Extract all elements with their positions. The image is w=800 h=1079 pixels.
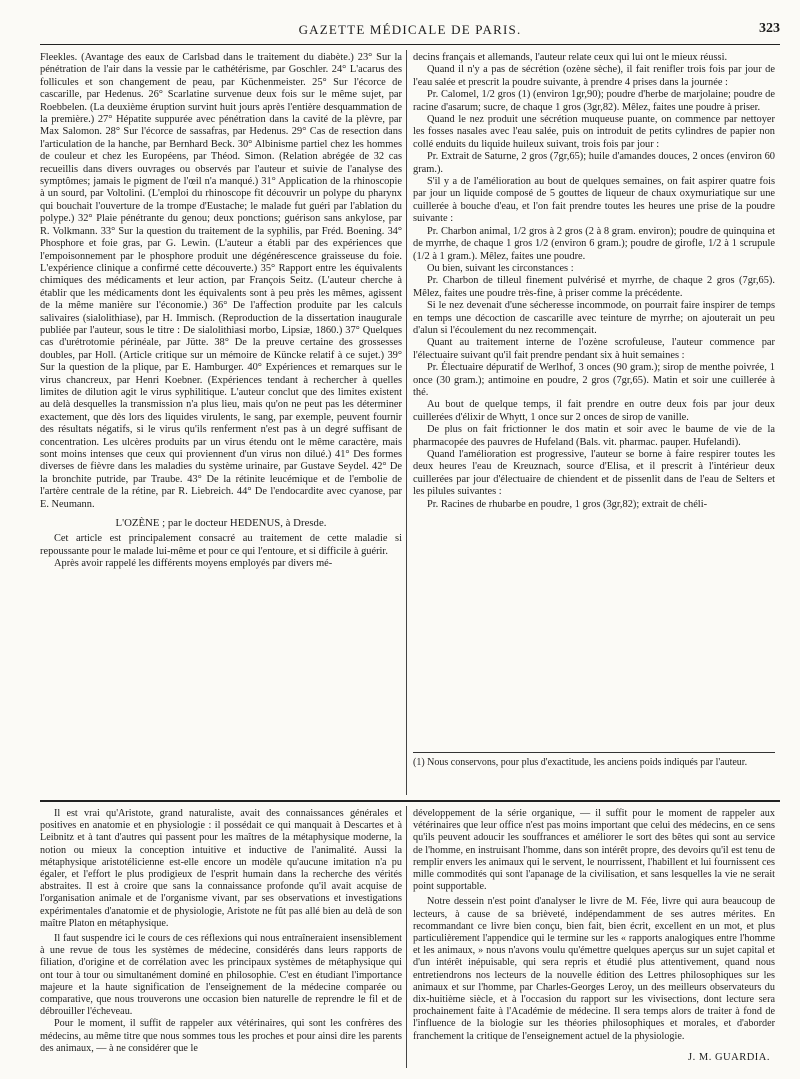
paragraph: Quand le nez produit une sécrétion muqueuse puante, on commence par nettoyer les fosses nasales avec l'eau salée, puis on introduit de petits cylindres de papier non collé enduits du liquide huileux suivant, trois fois par jour :	[413, 114, 775, 150]
column-divider-bottom	[406, 806, 407, 1068]
paragraph: Notre dessein n'est point d'analyser le livre de M. Fée, livre qui aura beaucoup de lecteurs, à cause de sa brièveté, indépendamment de ses autres mérites. En recommandant ce livre bien conçu, bien fait, bien écrit, excellent en un mot, et plus particulièrement l'appendice qui le termine sur les « rapports analogiques entre l'homme et les animaux, » nous n'avons voulu qu'émettre quelques aperçus sur un sujet capital et d'un intérêt inépuisable, qui sera repris et étudié plus attentivement, quand nous entretiendrons nos lecteurs de la nouvelle édition des Lettres philosophiques sur les animaux et sur l'homme, par Charles-Georges Leroy, un des meilleurs observateurs du dix-huitième siècle, et à l'occasion du rapport sur les vivisections, dont lecture sera prochainement faite à l'Académie de médecine. Il sera temps alors de traiter à fond de l'influence de la biologie sur les théories philosophiques et morales, et d'aborder franchement la critique de l'enseignement actuel de la physiologie.	[413, 896, 775, 1042]
prescription: Pr. Racines de rhubarbe en poudre, 1 gros (3gr,82); extrait de chéli-	[427, 498, 708, 510]
paragraph: Pour le moment, il suffit de rappeler aux vétérinaires, qui sont les confrères des médecins, au même titre que nous sommes tous les proches et pour ainsi dire les parents des animaux, — à ne considérer que le	[40, 1018, 402, 1054]
prescription: Pr. Charbon animal, 1/2 gros à 2 gros (2 à 8 gram. environ); poudre de quinquina et de myrrhe, de chaque 1 gros 1/2 (environ 6 gram.); poudre de girofle, 1/2 à 1 scrupule (1/2 à 1 gram.). Mêlez, faites une poudre.	[413, 225, 775, 262]
paragraph: S'il y a de l'amélioration au bout de quelques semaines, on fait aspirer quatre fois par jour un liquide composé de 5 gouttes de liqueur de chaux oxymuriatique sur une cuillerée à bouche d'eau, et l'on fait prendre toutes les heures une prise de la poudre suivante :	[413, 176, 775, 225]
prescription: Pr. Charbon de tilleul finement pulvérisé et myrrhe, de chaque 2 gros (7gr,65). Mêlez, faites une poudre très-fine, à priser comme la précédente.	[413, 275, 775, 299]
top-right-column	[413, 52, 775, 742]
paragraph: decins français et allemands, l'auteur relate ceux qui lui ont le mieux réussi.	[413, 52, 728, 63]
prescription: Pr. Électuaire dépuratif de Werlhof, 3 onces (90 gram.); sirop de menthe poivrée, 1 once (30 gram.); antimoine en poudre, 2 gros (7gr,65). Matin et soir une cuillerée à thé.	[413, 362, 775, 398]
footnote-rule	[413, 752, 775, 753]
paragraph: Si le nez devenait d'une sécheresse incommode, on pourrait faire inspirer de temps en temps une décoction de cascarille avec teinture de myrrhe; on ajouterait un peu d'alun si l'écoulement du nez recommençait.	[413, 300, 775, 336]
page-header	[40, 18, 780, 45]
prescription: Pr. Extrait de Saturne, 2 gros (7gr,65); huile d'amandes douces, 2 onces (environ 60 gram.).	[413, 151, 775, 175]
prescription: Pr. Calomel, 1/2 gros (1) (environ 1gr,90); poudre d'herbe de marjolaine; poudre de racine d'asarum; sucre, de chaque 1 gros (3gr,82). Mêlez, faites une poudre à priser.	[413, 89, 775, 113]
top-left-column	[40, 52, 402, 812]
paragraph: Il faut suspendre ici le cours de ces réflexions qui nous entraîneraient insensiblement à une revue de tous les systèmes de médecine, considérés dans leurs rapports de filiation, d'origine et de corrélation avec les principaux systèmes de métaphysique qui ont tour à tour ou simultanément dominé en philosophie. C'est en étudiant l'importance majeure et la haute signification de l'enseignement de la médecine comparée ou comparative, que nous trouverons une occasion bien naturelle de reprendre le fil et de débrouiller l'écheveau.	[40, 933, 402, 1018]
paragraph: Cet article est principalement consacré au traitement de cette maladie si repoussante pour le malade lui-même et pour ce qui l'entoure, et si difficile à guérir.	[40, 533, 402, 557]
paragraph: Quant au traitement interne de l'ozène scrofuleuse, l'auteur commence par l'électuaire suivant qu'il fait prendre pendant six à huit semaines :	[413, 337, 775, 361]
bibliography-list: Fleekles. (Avantage des eaux de Carlsbad dans le traitement du diabète.) 23° Sur la pénétration de l'air dans la vessie par le cathétérisme, par Goschler. 24° L'acarus des follicules et son changement de peau, par Küchenmeister. 25° Sur l'écorce de cascarille, par Hedenus. 26° Scarlatine survenue deux fois sur le même sujet, par Roebbelen. (La deuxième éruption survint huit jours après l'entière desquammation de la première.) 27° Hépatite suppurée avec pénétration dans la cavité de la plèvre, par Max Salomon. 28° Sur l'écorce de sassafras, par Hedenus. 29° Cas de resection dans l'articulation de la hanche, par Bernhard Beck. 30° Albinisme partiel chez les hommes de couleur et chez les Européens, par Théod. Simon. (Relation abrégée de 32 cas recueillis dans divers ouvrages ou observés par l'auteur et suivie de l'analyse des symptômes; jamais le pigment de l'œil n'a manqué.) 31° Application de la rhinoscopie à un sourd, par Voltolini. (L'emploi du rhinoscope fit découvrir un polype du pharynx qui bouchait l'ouverture de la trompe d'Eustache; le malade fut guéri par l'ablation du polype.) 32° Plaie pénétrante du genou; deux ponctions; guérison sans ankylose, par R. Volkmann. 33° Sur la question du traitement de la syphilis, par Fréd. Boening. 34° Phosphore et foie gras, par G. Lewin. (L'auteur a établi par des expériences que l'empoisonnement par le phosphore produit une dégénérescence graisseuse du foie. L'expérience clinique a confirmé cette découverte.) 35° Rapport entre les équivalents chimiques des médicaments et leur action, par François Seitz. (L'auteur cherche à établir que les médicaments dont les équivalents sont à peu près les mêmes, agissent de la même manière sur l'économie.) 36° De l'affection produite par les calculs salivaires (sialolithiase), par H. Immisch. (Reproduction de la dissertation inaugurale publiée par l'auteur, sous le titre : De sialolithiasi morbo, Lipsiæ, 1860.) 37° Quelques cas d'urétrotomie périnéale, par Jütte. 38° De la preuve certaine des grossesses doubles, par Holl. (Article critique sur un mémoire de Küncke relatif à ce sujet.) 39° Sur la question de la plique, par E. Hamburger. 40° Expériences et remarques sur le virus chancreux, par Henri Koebner. (Expériences tendant à rechercher à quelles limites de dilution agit le virus syphilitique. L'auteur conclut que des limites existent au delà desquelles la transmission n'a plus lieu, mais qu'on ne peut pas les déterminer exactement, que dès lors des liquides virulents, le sang, par exemple, peuvent fournir des résultats négatifs, si le virus qu'ils renferment n'est pas à un degré suffisant de concentration. Les ulcères produits par un virus étendu ont le même caractère, mais sont moins intenses que ceux qui proviennent d'un virus non dilué.) 41° Des formes diverses de fièvre dans les maladies du système urinaire, par Gustave Seydel. 42° De la bronchite putride, par Traube. 43° De la rétinite leucémique et de l'embolie de l'artère centrale de la rétine, par R. Liebreich. 44° De l'endocardite avec cyanose, par E. Neumann.	[40, 52, 402, 510]
page-number: 323	[759, 21, 780, 36]
paragraph: Quand il n'y a pas de sécrétion (ozène sèche), il fait renifler trois fois par jour de l'eau salée et prescrit la poudre suivante, à prendre 4 prises dans la journée :	[413, 64, 775, 88]
article-heading: L'OZÈNE ; par le docteur HEDENUS, à Dresde.	[115, 517, 327, 530]
bottom-left-column	[40, 808, 402, 1068]
paragraph: Au bout de quelque temps, il fait prendre en outre deux fois par jour deux cuillerées d'élixir de Whytt, 1 once sur 2 onces de sirop de vanille.	[413, 399, 775, 423]
column-divider	[406, 50, 407, 795]
running-title: GAZETTE MÉDICALE DE PARIS.	[298, 22, 522, 37]
bottom-right-column	[413, 808, 775, 1048]
paragraph: Quand l'amélioration est progressive, l'auteur se borne à faire respirer toutes les deux heures l'eau de Kreuznach, source d'Elisa, et il prescrit à l'intérieur deux cuillerées par jour d'électuaire de chiendent et de pissenlit dans de l'eau de Selters et les pilules suivantes :	[413, 449, 775, 498]
paragraph: développement de la série organique, — il suffit pour le moment de rappeler aux vétérinaires que leur office n'est pas moins important que celui des médecins, en ce sens qu'ils peuvent adoucir les souffrances et améliorer le sort des bêtes qui sont au service de l'homme, en instruisant l'homme, dans son intérêt propre, des devoirs qu'il est tenu de remplir envers les animaux qui le servent, le nourrissent, l'habillent et lui fournissent ces mille commodités qui sont l'apanage de la civilisation, et sans lesquelles la vie ne serait point supportable.	[413, 808, 775, 893]
paragraph: Après avoir rappelé les différents moyens employés par divers mé-	[54, 558, 333, 570]
paragraph: Ou bien, suivant les circonstances :	[427, 262, 574, 274]
author-signature: J. M. GUARDIA.	[688, 1052, 770, 1063]
paragraph: De plus on fait frictionner le dos matin et soir avec le baume de vie de la pharmacopée des pauvres de Hufeland (Bals. vit. pharmac. pauper. Hufelandi).	[413, 424, 775, 448]
feuilleton-separator	[40, 800, 780, 802]
footnote: (1) Nous conservons, pour plus d'exactitude, les anciens poids indiqués par l'auteur.	[413, 757, 748, 768]
paragraph: Il est vrai qu'Aristote, grand naturaliste, avait des connaissances générales et positives en anatomie et en physiologie : il possédait ce qui manquait à Descartes et à Leibnitz et à tant d'autres qui passent pour les maîtres de la métaphysique moderne, la notion ou mieux la conception intuitive et inductive de l'animalité. Aussi la métaphysique aristotélicienne est-elle encore un modèle qu'aucune imitation n'a pu égaler, et l'effort le plus prodigieux de l'esprit humain dans la recherche des vérités abstraites. Il est à croire que sans la connaissance profonde qu'il avait acquise de l'organisation animale et de l'organisme vivant, par ses observations et investigations expérimentales d'anatomie et de physiologie, Aristote ne fût pas allé bien au delà de son maître Platon en métaphysique.	[40, 808, 402, 929]
